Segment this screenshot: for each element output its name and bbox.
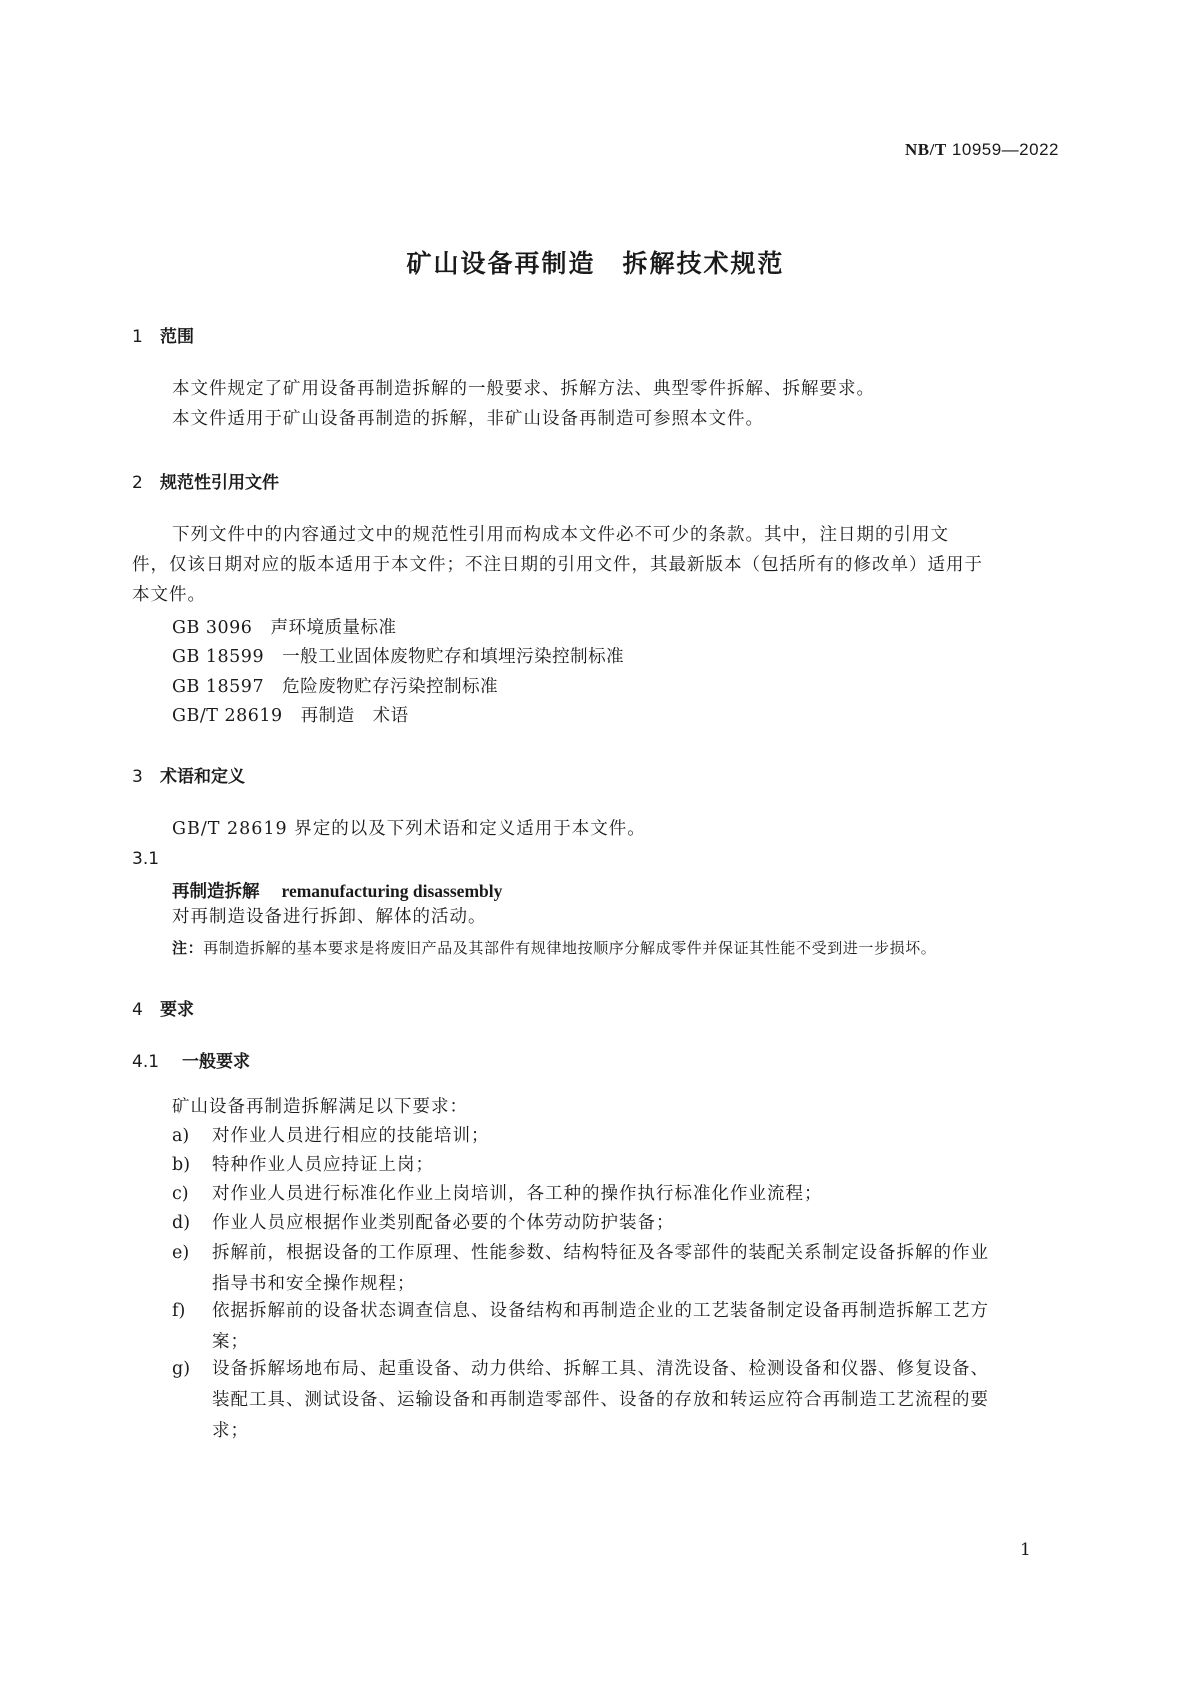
standard-prefix: NB/T [904,140,947,159]
list-item [172,1354,1002,1447]
list-item-text: 特种作业人员应持证上岗； [212,1155,434,1175]
list-marker: e) [172,1243,190,1263]
section-number: 4 [132,1000,143,1020]
subsection-number: 4.1 [132,1052,160,1072]
list-item-text: 设备拆解场地布局、起重设备、动力供给、拆解工具、清洗设备、检测设备和仪器、修复设备、装配工具、测试设备、运输设备和再制造零部件、设备的存放和转运应符合再制造工艺流程的要求； [212,1359,989,1441]
term-heading [172,878,502,903]
note-label: 注： [172,939,204,957]
standard-code [905,140,1059,160]
list-item-text: 作业人员应根据作业类别配备必要的个体劳动防护装备； [212,1213,675,1233]
list-marker: d) [172,1213,191,1233]
section-4-heading [132,995,194,1020]
reference-item [172,702,409,727]
section-title: 范围 [160,327,194,347]
reference-item [172,614,396,639]
reference-item [172,673,498,698]
reference-code: GB 18599 [172,647,265,667]
paragraph-line: 件，仅该日期对应的版本适用于本文件；不注日期的引用文件，其最新版本（包括所有的修改单）适用于 [132,555,983,575]
term-definition: 对再制造设备进行拆卸、解体的活动。 [172,907,487,927]
paragraph-line: 本文件。 [132,585,206,605]
list-item-text: 对作业人员进行标准化作业上岗培训，各工种的操作执行标准化作业流程； [212,1184,823,1204]
list-item-text: 拆解前，根据设备的工作原理、性能参数、结构特征及各零部件的装配关系制定设备拆解的作业指导书和安全操作规程； [212,1243,989,1294]
section-title: 要求 [160,1000,194,1020]
subsection-4-1-heading [132,1047,250,1072]
standard-number: 10959—2022 [951,140,1059,159]
reference-name: 声环境质量标准 [270,618,397,638]
paragraph: 本文件适用于矿山设备再制造的拆解，非矿山设备再制造可参照本文件。 [172,409,764,429]
reference-name: 危险废物贮存污染控制标准 [282,677,499,697]
section-number: 1 [132,327,143,347]
reference-code: GB/T 28619 [172,706,283,726]
section-2-heading [132,468,279,493]
list-item-text: 对作业人员进行相应的技能培训； [212,1126,490,1146]
list-marker: b) [172,1155,191,1175]
list-item [172,1208,1002,1239]
section-title: 术语和定义 [160,767,245,787]
reference-name: 一般工业固体废物贮存和填埋污染控制标准 [282,647,625,667]
document-title: 矿山设备再制造 拆解技术规范 [406,249,785,278]
list-marker: g) [172,1359,191,1379]
paragraph: 本文件规定了矿用设备再制造拆解的一般要求、拆解方法、典型零件拆解、拆解要求。 [172,379,875,399]
reference-name: 再制造 术语 [300,706,409,726]
list-marker: a) [172,1126,190,1146]
list-item [172,1179,1002,1210]
section-3-heading [132,762,245,787]
term-chinese: 再制造拆解 [172,882,260,902]
page-number: 1 [1020,1540,1031,1560]
paragraph: GB/T 28619 界定的以及下列术语和定义适用于本文件。 [172,819,646,839]
section-number: 2 [132,473,143,493]
reference-code: GB 3096 [172,618,253,638]
list-marker: c) [172,1184,189,1204]
list-marker: f) [172,1301,186,1321]
list-item [172,1150,1002,1181]
section-number: 3 [132,767,143,787]
reference-code: GB 18597 [172,677,265,697]
section-title: 规范性引用文件 [160,473,279,493]
list-item-text: 依据拆解前的设备状态调查信息、设备结构和再制造企业的工艺装备制定设备再制造拆解工艺方案； [212,1301,989,1352]
reference-item [172,643,624,668]
note-text: 再制造拆解的基本要求是将废旧产品及其部件有规律地按顺序分解成零件并保证其性能不受到进一步损坏。 [203,939,937,957]
list-item [172,1121,1002,1152]
subsection-title: 一般要求 [182,1052,250,1072]
paragraph-line: 下列文件中的内容通过文中的规范性引用而构成本文件必不可少的条款。其中，注日期的引用文 [172,525,949,545]
list-intro: 矿山设备再制造拆解满足以下要求： [172,1097,468,1117]
section-1-heading [132,322,194,347]
list-item [172,1296,1002,1358]
term-note [172,937,936,958]
term-number: 3.1 [132,849,160,869]
term-english: remanufacturing disassembly [281,881,503,901]
list-item [172,1238,1002,1300]
